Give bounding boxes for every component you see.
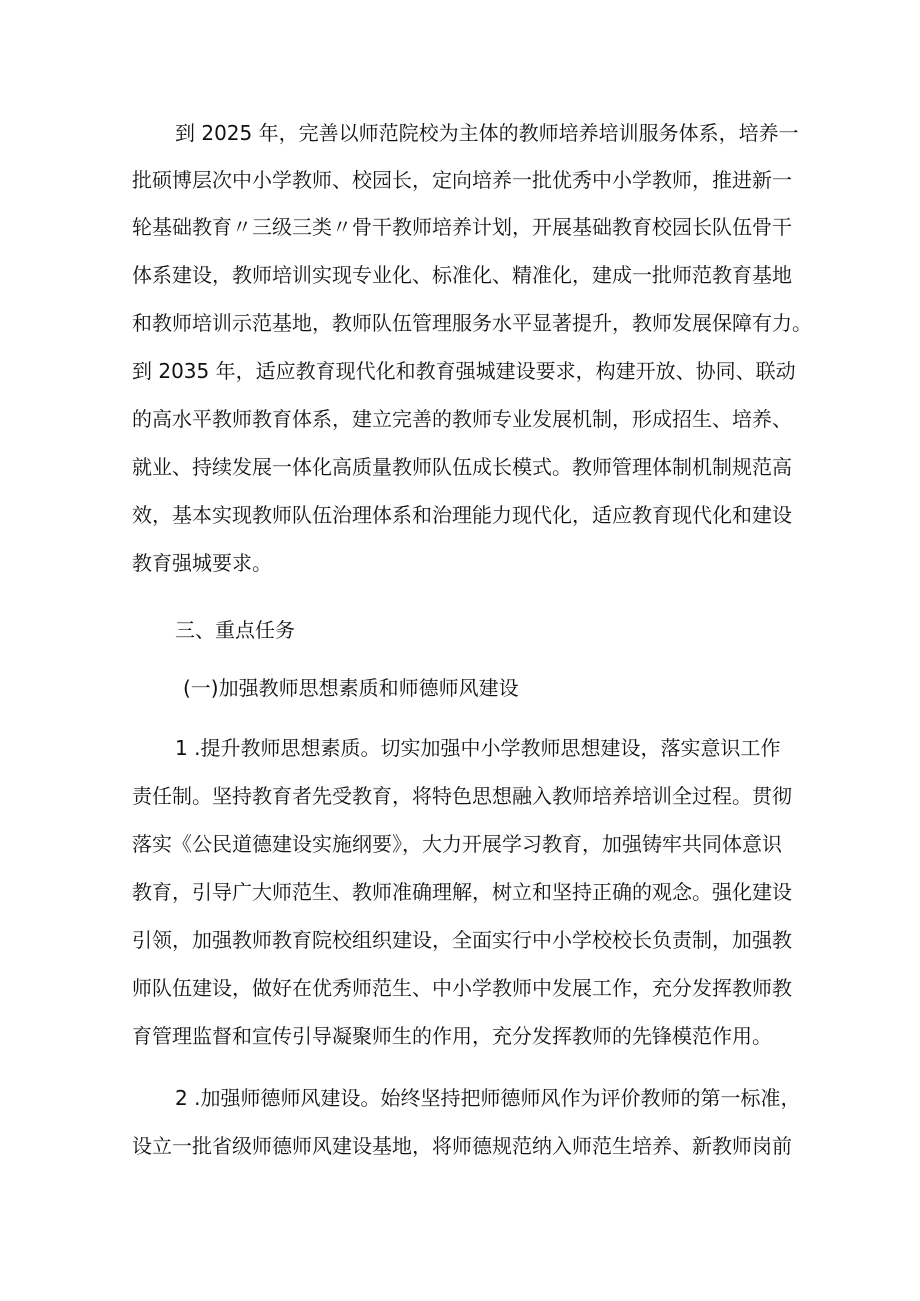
text-line: 引领，加强教师教育院校组织建设，全面实行中小学校校长负责制，加强教 (132, 928, 792, 952)
subsection-heading: (一)加强教师思想素质和师德师风建设 (183, 676, 519, 700)
text-line: 2 .加强师德师风建设。始终坚持把师德师风作为评价教师的第一标准， (175, 1086, 801, 1110)
text-line: 的高水平教师教育体系，建立完善的教师专业发展机制，形成招生、培养、 (132, 407, 792, 431)
text-line: 1 .提升教师思想素质。切实加强中小学教师思想建设，落实意识工作 (175, 736, 781, 760)
text-line: 效，基本实现教师队伍治理体系和治理能力现代化，适应教育现代化和建设 (132, 503, 792, 527)
text-line: 设立一批省级师德师风建设基地，将师德规范纳入师范生培养、新教师岗前 (132, 1134, 792, 1158)
text-line: 责任制。坚持教育者先受教育，将特色思想融入教师培养培训全过程。贯彻 (132, 784, 792, 808)
text-line: 师队伍建设，做好在优秀师范生、中小学教师中发展工作，充分发挥教师教 (132, 976, 792, 1000)
text-line: 批硕博层次中小学教师、校园长，定向培养一批优秀中小学教师，推进新一 (132, 168, 792, 192)
text-line: 教育强城要求。 (132, 551, 272, 575)
text-line: 体系建设，教师培训实现专业化、标准化、精准化，建成一批师范教育基地 (132, 263, 792, 287)
text-line: 育管理监督和宣传引导凝聚师生的作用，充分发挥教师的先锋模范作用。 (132, 1024, 772, 1048)
text-line: 落实《公民道德建设实施纲要》，大力开展学习教育，加强铸牢共同体意识 (132, 832, 782, 856)
text-line: 到 2025 年，完善以师范院校为主体的教师培养培训服务体系，培养一 (175, 121, 799, 145)
text-line: 就业、持续发展一体化高质量教师队伍成长模式。教师管理体制机制规范高 (132, 455, 792, 479)
text-line: 到 2035 年，适应教育现代化和教育强城建设要求，构建开放、协同、联动 (132, 359, 796, 383)
text-line: 教育，引导广大师范生、教师准确理解，树立和坚持正确的观念。强化建设 (132, 880, 792, 904)
text-line: 和教师培训示范基地，教师队伍管理服务水平显著提升，教师发展保障有力。 (132, 311, 812, 335)
section-heading: 三、重点任务 (175, 618, 295, 642)
text-line: 轮基础教育〃三级三类〃骨干教师培养计划，开展基础教育校园长队伍骨干 (132, 215, 792, 239)
